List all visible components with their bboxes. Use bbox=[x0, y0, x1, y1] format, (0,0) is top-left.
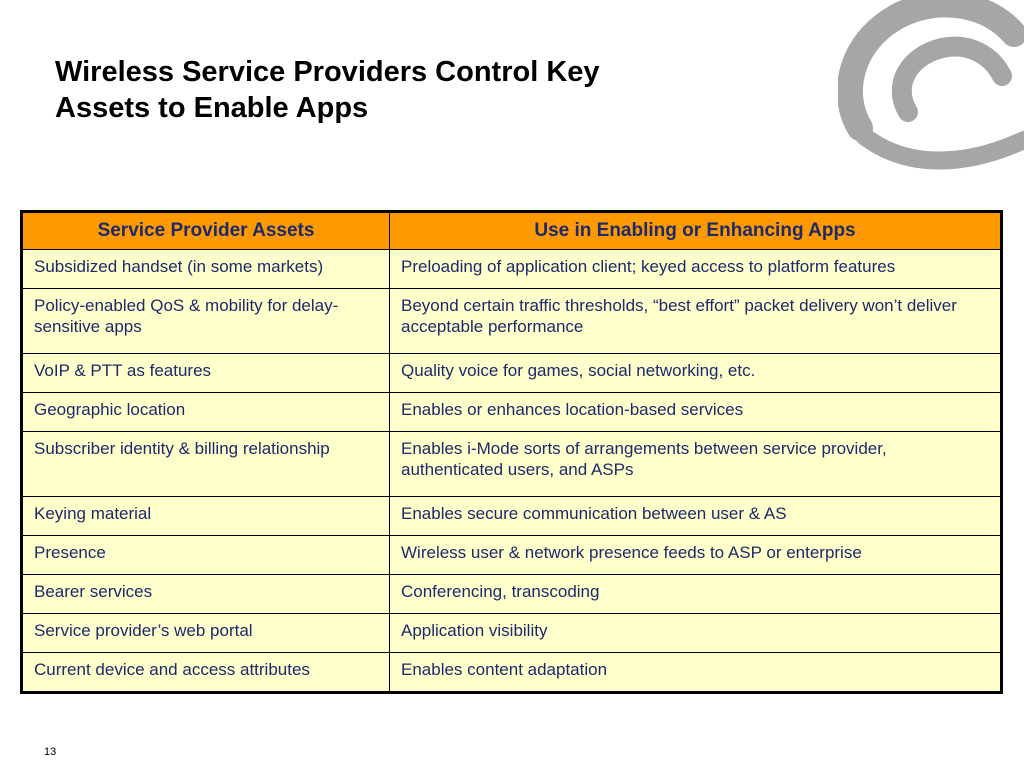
asset-cell: Current device and access attributes bbox=[22, 653, 390, 693]
assets-table bbox=[20, 210, 1003, 694]
asset-cell: Service provider’s web portal bbox=[22, 614, 390, 653]
slide-title-line-1: Wireless Service Providers Control Key bbox=[55, 56, 600, 88]
header-use-in-enabling-apps: Use in Enabling or Enhancing Apps bbox=[390, 212, 1002, 250]
asset-cell: VoIP & PTT as features bbox=[22, 354, 390, 393]
use-cell: Application visibility bbox=[390, 614, 1002, 653]
table-row bbox=[22, 354, 1002, 393]
asset-cell: Subscriber identity & billing relationship bbox=[22, 432, 390, 497]
asset-cell: Subsidized handset (in some markets) bbox=[22, 250, 390, 289]
asset-cell: Geographic location bbox=[22, 393, 390, 432]
table-row bbox=[22, 536, 1002, 575]
use-cell: Preloading of application client; keyed access to platform features bbox=[390, 250, 1002, 289]
table-row bbox=[22, 289, 1002, 354]
use-cell: Enables or enhances location-based services bbox=[390, 393, 1002, 432]
globe-swoosh-logo-icon bbox=[838, 0, 1024, 170]
table-row bbox=[22, 393, 1002, 432]
use-cell: Enables content adaptation bbox=[390, 653, 1002, 693]
use-cell: Enables secure communication between user & AS bbox=[390, 497, 1002, 536]
header-service-provider-assets: Service Provider Assets bbox=[22, 212, 390, 250]
table-header-row bbox=[22, 212, 1002, 250]
use-cell: Enables i-Mode sorts of arrangements between service provider, authenticated users, and ASPs bbox=[390, 432, 1002, 497]
use-cell: Beyond certain traffic thresholds, “best effort” packet delivery won’t deliver acceptable performance bbox=[390, 289, 1002, 354]
use-cell: Quality voice for games, social networking, etc. bbox=[390, 354, 1002, 393]
assets-table-container bbox=[20, 210, 1000, 694]
table-row bbox=[22, 614, 1002, 653]
asset-cell: Policy-enabled QoS & mobility for delay-sensitive apps bbox=[22, 289, 390, 354]
table-row bbox=[22, 575, 1002, 614]
table-row bbox=[22, 432, 1002, 497]
page-number: 13 bbox=[44, 746, 57, 758]
use-cell: Conferencing, transcoding bbox=[390, 575, 1002, 614]
table-row bbox=[22, 653, 1002, 693]
table-row bbox=[22, 497, 1002, 536]
table-row bbox=[22, 250, 1002, 289]
asset-cell: Keying material bbox=[22, 497, 390, 536]
use-cell: Wireless user & network presence feeds to ASP or enterprise bbox=[390, 536, 1002, 575]
asset-cell: Bearer services bbox=[22, 575, 390, 614]
slide-title-line-2: Assets to Enable Apps bbox=[55, 92, 369, 124]
slide-title bbox=[55, 54, 775, 126]
asset-cell: Presence bbox=[22, 536, 390, 575]
